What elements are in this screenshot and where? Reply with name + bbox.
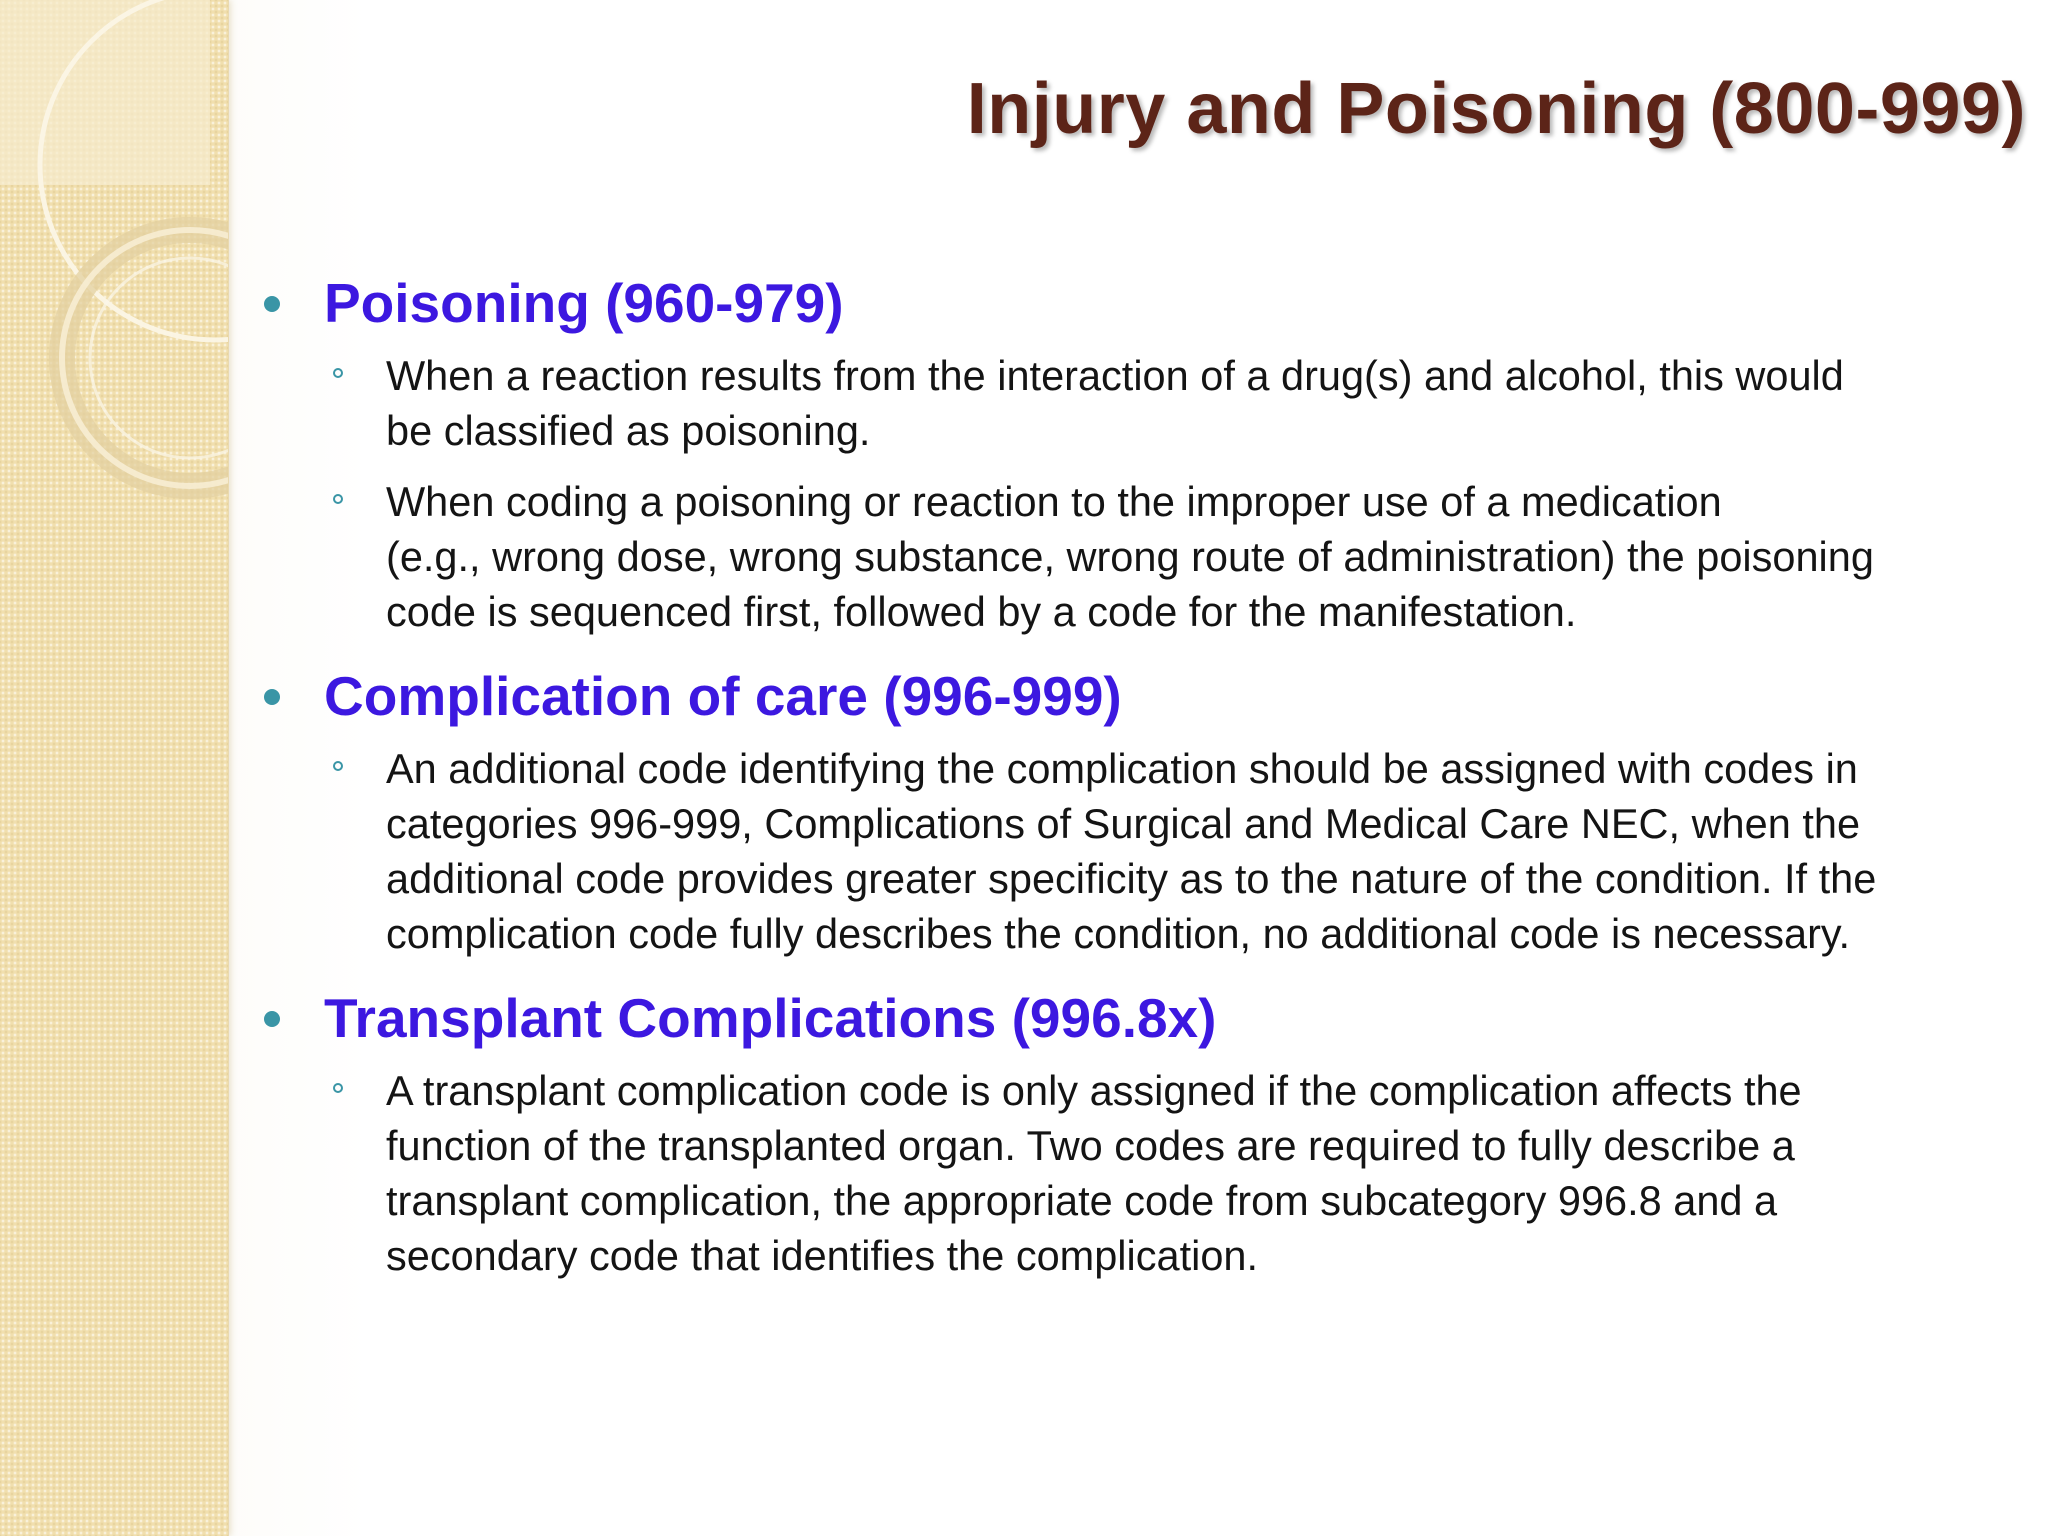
slide-title: Injury and Poisoning (800-999) [966,69,2026,149]
sub-bullet-item [256,741,2036,961]
section-heading: Transplant Complications (996.8x) [324,987,1217,1049]
decorative-rings-graphic [0,0,228,520]
sub-bullet-item [256,1063,2036,1283]
bullet-icon [264,1011,280,1027]
sub-bullet-text: A transplant complication code is only assigned if the complication affects the function of the transplanted organ. Two codes are required to fully describe a transplant complication, the appropriate code from subcategory 996.8 and a secondary code that identifies the complication. [386,1067,1802,1279]
section-heading: Complication of care (996-999) [324,665,1122,727]
section-transplant-complications [256,977,2036,1283]
section-poisoning [256,262,2036,639]
sub-bullet-icon [333,494,343,504]
slide-content [256,262,2036,1299]
section-heading-row [256,977,2036,1059]
sub-bullet-text: An additional code identifying the complication should be assigned with codes in categories 996-999, Complications of Surgical and Medical Care NEC, when the additional code provides greater specificity as to the nature of the condition. If the complication code fully describes the condition, no additional code is necessary. [386,745,1877,957]
sub-bullet-icon [333,368,343,378]
section-heading: Poisoning (960-979) [324,272,844,334]
sub-bullet-text: When a reaction results from the interaction of a drug(s) and alcohol, this would be classified as poisoning. [386,352,1844,454]
sub-bullet-item [256,474,2036,639]
section-heading-row [256,262,2036,344]
sub-bullet-icon [333,761,343,771]
bullet-icon [264,296,280,312]
section-heading-row [256,655,2036,737]
sub-bullet-text: When coding a poisoning or reaction to the improper use of a medication (e.g., wrong dose, wrong substance, wrong route of administration) the poisoning code is sequenced first, followed by a code for the manifestation. [386,478,1874,635]
decorative-side-strip [0,0,229,1536]
sub-bullet-icon [333,1083,343,1093]
section-complication-of-care [256,655,2036,961]
bullet-icon [264,689,280,705]
sub-bullet-item [256,348,2036,458]
